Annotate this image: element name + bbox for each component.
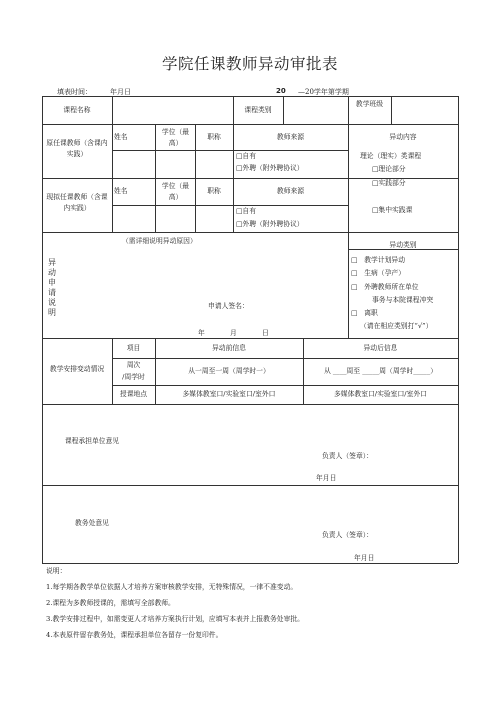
place-after-options[interactable]: 多媒体教室口/实验室口/室外口 <box>334 390 427 398</box>
type-instruction: （请在相应类别打“√”） <box>360 322 433 330</box>
note-item: 4.本表原件留存教务处，课程承担单位各留存一份复印件。 <box>46 631 223 639</box>
week-label: 周次 <box>126 361 141 369</box>
orig-title-header: 职称 <box>207 133 221 141</box>
orig-name-header: 姓名 <box>114 133 128 141</box>
proposed-teacher-label: 现拟任课教师（含课内实践） <box>46 193 108 212</box>
application-hint: （需详细说明异动原因） <box>122 237 197 245</box>
week-after-value[interactable]: 从 ____周至 _____周（周学时_____） <box>323 367 438 375</box>
original-teacher-label: 原任课教师（含课内实践） <box>46 139 108 158</box>
type-resignation-checkbox[interactable]: □ 离职 <box>351 309 378 317</box>
schedule-before-header: 异动前信息 <box>212 344 246 352</box>
note-item: 1.每学期各教学单位依据人才培养方案审核教学安排，无特殊情况，一律不准变动。 <box>46 583 298 591</box>
prop-source-header: 教师来源 <box>276 187 305 195</box>
prop-name-header: 姓名 <box>114 187 128 195</box>
place-label: 授课地点 <box>119 390 148 398</box>
dept-signer: 负责人（签章）： <box>322 452 373 460</box>
concentrated-practice-checkbox[interactable]: □集中实践课 <box>372 206 413 214</box>
applicant-signature: 申请人签名： <box>208 302 249 310</box>
page-title: 学院任课教师异动审批表 <box>161 55 338 73</box>
year-start: 20 <box>276 87 286 95</box>
academic-term: —20学年第学期 <box>298 88 349 96</box>
teaching-class-label: 教学班级 <box>355 100 384 108</box>
orig-degree-header: 学位（最高） <box>161 128 190 147</box>
dept-date: 年月日 <box>316 474 337 482</box>
schedule-label: 教学安排变动情况 <box>49 365 105 373</box>
type-external-unit-cont: 事务与本院课程冲突 <box>372 296 434 304</box>
schedule-after-header: 异动后信息 <box>363 344 398 352</box>
content-theory-course: 理论（理实）类课程 <box>360 152 422 160</box>
office-opinion-label: 教务处意见 <box>75 519 109 527</box>
office-signer: 负责人（签章）： <box>322 531 373 539</box>
orig-source-header: 教师来源 <box>276 133 305 141</box>
fill-date-value: 年月日 <box>110 88 131 96</box>
orig-source-own-checkbox[interactable]: □自有 <box>236 152 257 160</box>
week-before-value: 从一周至一周（周学时一） <box>188 367 270 375</box>
content-practice-part-checkbox[interactable]: □实践部分 <box>372 179 406 187</box>
prop-source-own-checkbox[interactable]: □自有 <box>236 207 257 215</box>
note-item: 2.课程为多教师授课的，需填写全部教师。 <box>46 599 175 607</box>
type-illness-checkbox[interactable]: □ 生病（孕产） <box>351 269 405 277</box>
dept-opinion-label: 课程承担单位意见 <box>64 437 120 445</box>
course-type-label: 课程类别 <box>244 106 272 114</box>
content-theory-part-checkbox[interactable]: □理论部分 <box>372 165 406 173</box>
week-hours-label: /周学时 <box>122 373 145 381</box>
course-name-label: 课程名称 <box>63 106 91 114</box>
orig-source-external-checkbox[interactable]: □外聘（附外聘协议） <box>236 164 304 172</box>
application-date-month: 月 <box>230 329 237 337</box>
schedule-item-header: 项目 <box>126 344 141 352</box>
application-vertical-label: 异动申请说明 <box>48 258 56 317</box>
application-date-day: 日 <box>262 329 269 337</box>
prop-source-external-checkbox[interactable]: □外聘（附外聘协议） <box>236 220 304 228</box>
note-item: 3.教学安排过程中，如需变更人才培养方案执行计划，应填写本表并上报教务处审批。 <box>46 615 304 623</box>
change-type-header: 异动类别 <box>389 241 417 249</box>
change-content-header: 异动内容 <box>389 133 417 141</box>
fill-date-label: 填表时间： <box>57 88 92 96</box>
notes-heading: 说明： <box>46 567 67 575</box>
application-date-year: 年 <box>198 329 205 337</box>
prop-title-header: 职称 <box>207 187 221 195</box>
type-teaching-plan-checkbox[interactable]: □ 教学计划异动 <box>351 256 405 264</box>
type-external-unit-checkbox[interactable]: □ 外聘教师所在单位 <box>351 283 419 291</box>
office-date: 年月日 <box>354 554 375 562</box>
place-before-options[interactable]: 多媒体教室口/实验室口/室外口 <box>182 390 276 398</box>
prop-degree-header: 学位（最高） <box>161 182 190 201</box>
